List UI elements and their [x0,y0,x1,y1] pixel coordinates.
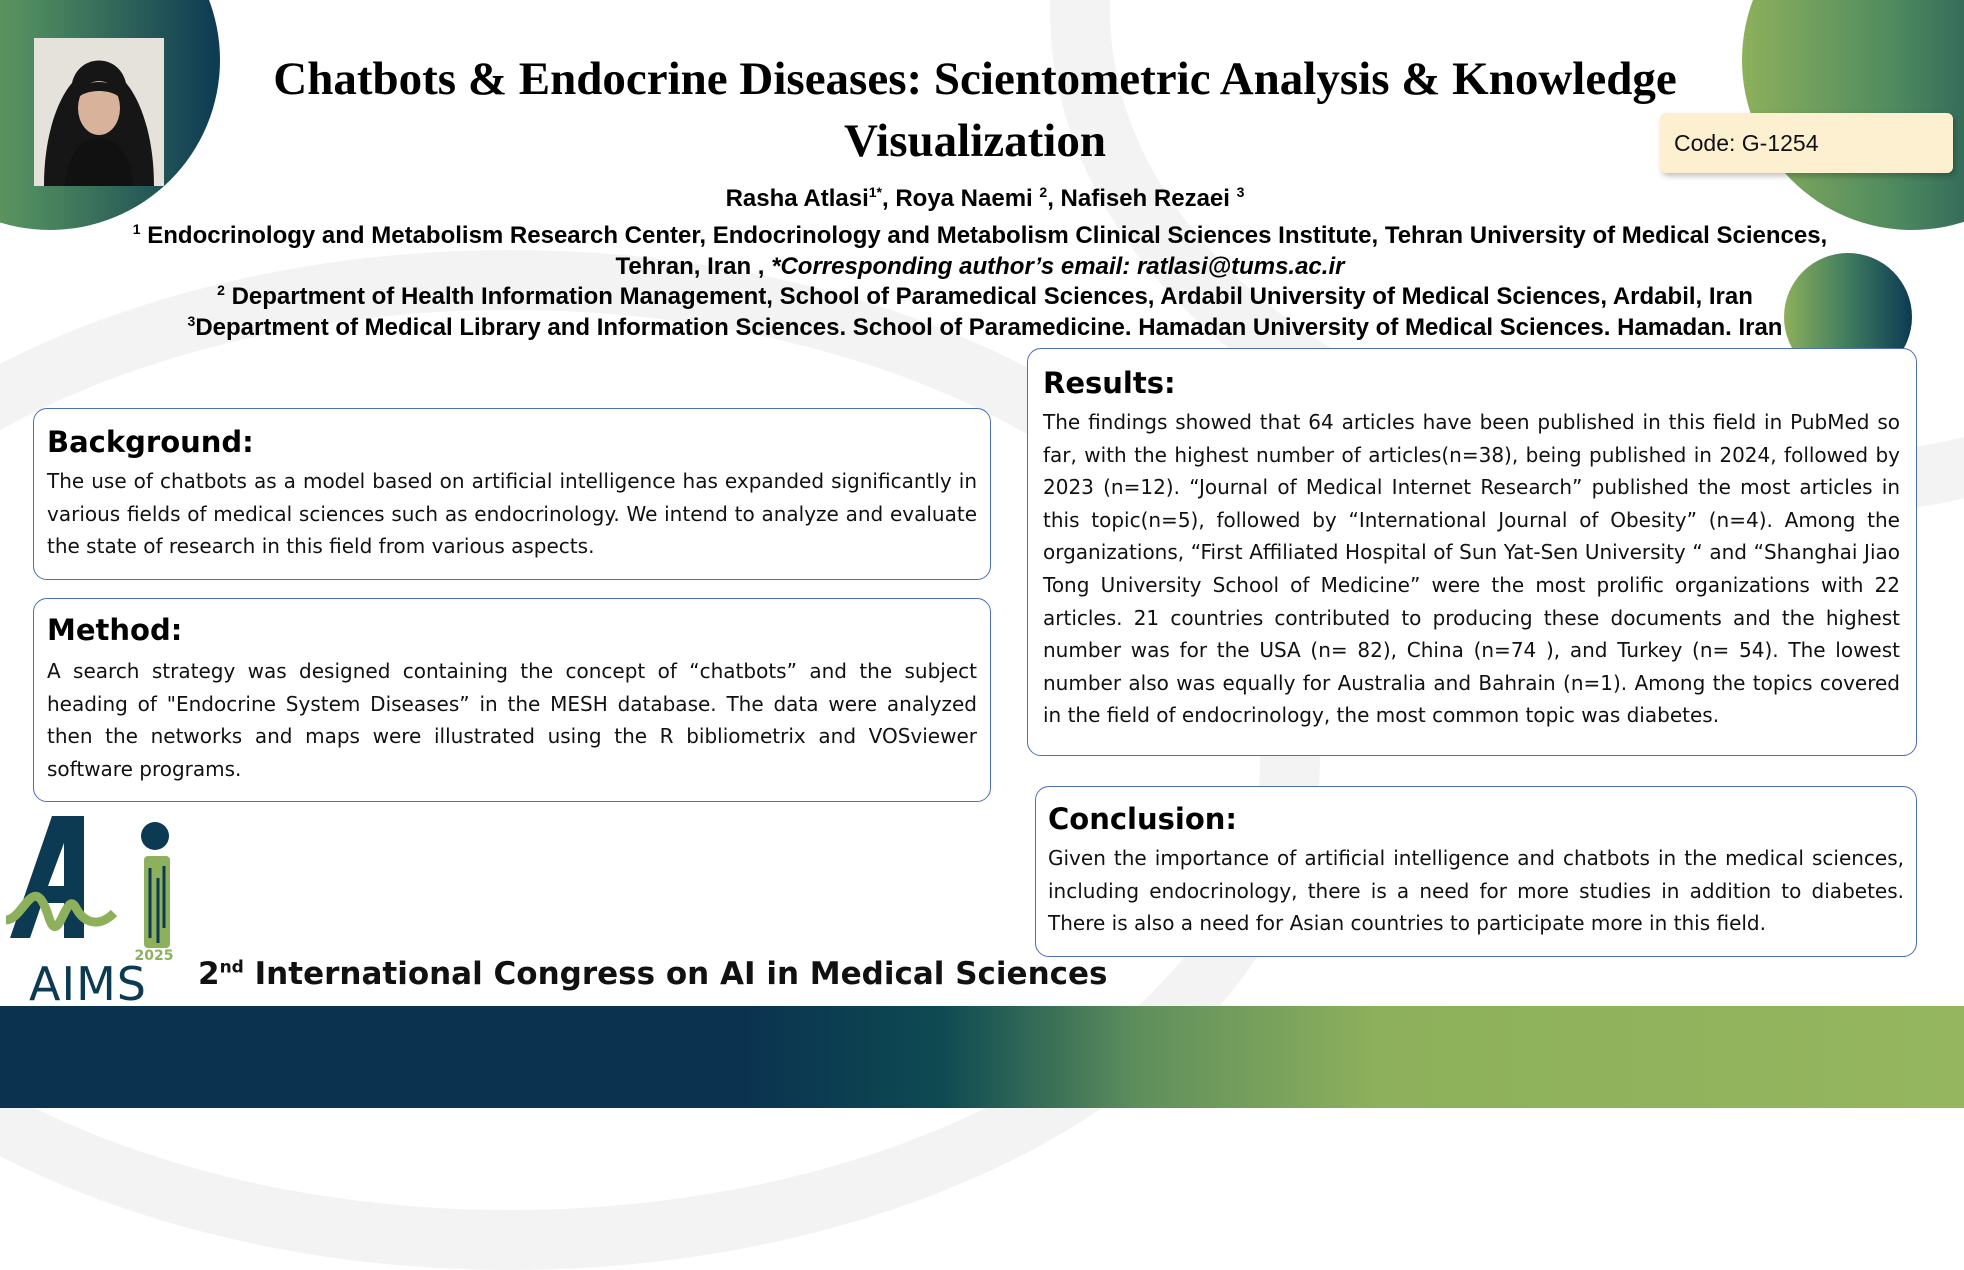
method-text: A search strategy was designed containing the concept of “chatbots” and the subject heading of "Endocrine System Diseases” in the MESH database. The data were analyzed then the networks and maps were illustrated using the R bibliometrix and VOSviewer software programs. [47,659,977,781]
affiliation-text: Department of Medical Library and Information Sciences. School of Paramedicine. Hamadan University of Medical Sciences. Hamadan. Iran [195,314,1783,341]
author-list [90,177,1880,214]
congress-ordinal-suffix: nd [219,957,244,978]
congress-ordinal: 2 [198,956,220,992]
affiliation-mark: 3 [187,313,196,329]
author-affiliation-mark: 3 [1236,184,1245,200]
author-name: , Nafiseh Rezaei [1047,185,1230,212]
affiliation-text: Endocrinology and Metabolism Research Center, Endocrinology and Metabolism Clinical Sciences Institute, Tehran University of Medical Sciences, Tehran, Iran , [147,222,1828,280]
affiliation-mark: 2 [217,282,225,298]
logo-wordmark: AIMS [29,957,147,1004]
conclusion-heading: Conclusion: [1048,802,1237,836]
results-panel [1027,348,1917,756]
portrait-icon [34,38,164,186]
aims-logo [4,808,184,1004]
congress-title: International Congress on AI in Medical Sciences [243,956,1108,992]
author-name: , Roya Naemi [881,185,1033,212]
method-heading: Method: [47,613,183,647]
author-name: Rasha Atlasi [725,185,869,212]
congress-name [198,956,1108,992]
conclusion-text: Given the importance of artificial intelligence and chatbots in the medical sciences, including endocrinology, there is a need for more studies in addition to diabetes. There is also a need for Asian countries to participate more in this field. [1048,846,1904,936]
author-photo [34,38,164,186]
background-text: The use of chatbots as a model based on artificial intelligence has expanded significantly in various fields of medical sciences such as endocrinology. We intend to analyze and evaluate the state of research in this field from various aspects. [47,469,977,559]
author-affiliation-mark: 2 [1039,184,1048,200]
corresponding-email: *Corresponding author’s email: ratlasi@tums.ac.ir [771,253,1345,280]
abstract-code-badge: Code: G-1254 [1660,113,1953,173]
method-panel [33,598,991,802]
poster-title: Chatbots & Endocrine Diseases: Scientometric Analysis & Knowledge Visualization [273,53,1677,167]
results-heading: Results: [1043,366,1176,400]
author-affiliation-mark: 1* [868,184,882,200]
affiliation-3 [90,306,1880,343]
background-panel [33,408,991,580]
affiliation-1 [130,214,1830,282]
background-heading: Background: [47,425,254,459]
footer-band [0,1006,1964,1108]
affiliation-text: Department of Health Information Management, School of Paramedical Sciences, Ardabil University of Medical Sciences, Ardabil, Iran [231,283,1753,310]
conclusion-panel [1035,786,1917,957]
affiliation-mark: 1 [132,221,141,237]
logo-year: 2025 [134,948,174,964]
results-text: The findings showed that 64 articles have been published in this field in PubMed so far, with the highest number of articles(n=38), being published in 2024, followed by 2023 (n=12). “Journal of Medical Internet Research” published the most articles in this topic(n=5), followed by “International Journal of Obesity” (n=4). Among the organizations, “First Affiliated Hospital of Sun Yat-Sen University “ and “Shanghai Jiao Tong University School of Medicine” were the most prolific organizations with 22 articles. 21 countries contributed to producing these documents and the highest number was for the USA (n= 82), China (n=74 ), and Turkey (n= 54). The lowest number also was equally for Australia and Bahrain (n=1). Among the topics covered in the field of endocrinology, the most common topic was diabetes. [1043,410,1900,728]
